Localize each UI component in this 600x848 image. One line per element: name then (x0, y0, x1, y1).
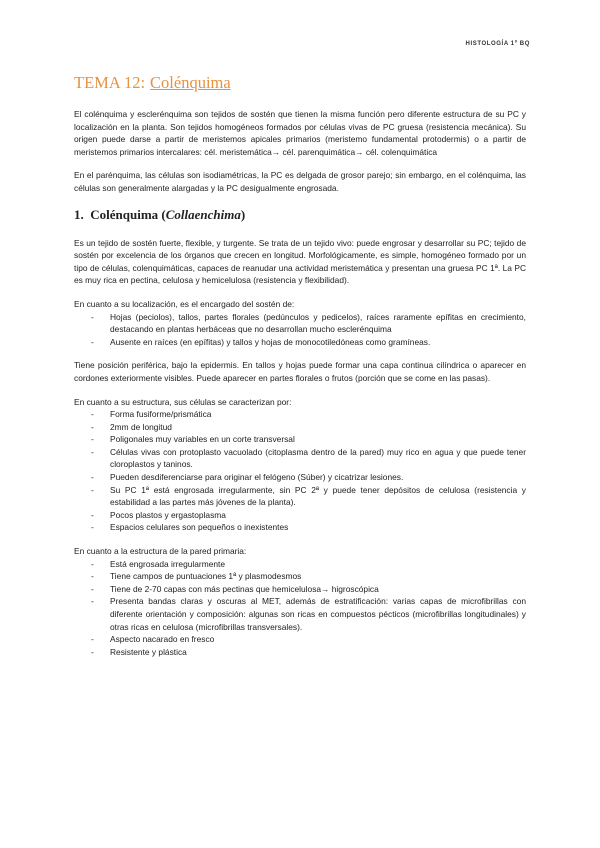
list-item: - Hojas (peciolos), tallos, partes florales (pedúnculos y pedicelos), raíces raramente epífitas en crecimiento, destacando en plantas herbáceas que no desarrollan mucho esclerénquima (74, 311, 526, 336)
title-name: Colénquima (150, 73, 231, 92)
list-item: - Pocos plastos y ergastoplasma (74, 509, 526, 522)
running-header: HISTOLOGÍA 1º BQ (465, 41, 530, 47)
wall-intro: En cuanto a la estructura de la pared primaria: (74, 546, 247, 557)
list-item: - Espacios celulares son pequeños o inexistentes (74, 521, 526, 534)
list-item: - Está engrosada irregularmente (74, 558, 526, 571)
list-item: - Poligonales muy variables en un corte transversal (74, 433, 526, 446)
localization-intro: En cuanto a su localización, es el encargado del sostén de: (74, 298, 295, 309)
list-item: - Presenta bandas claras y oscuras al MET, además de estratificación: varias capas de microfibrillas con diferente orientación y composición: algunas son ricas en compuestos pécticos (microfibrillas longitudinales) y otras ricas en celulosa (microfibrillas transversales). (74, 595, 526, 633)
intro-paragraph-1: El colénquima y esclerénquima son tejidos de sostén que tienen la misma función pero diferente estructura de su PC y localización en la planta. Son tejidos homogéneos formados por células vivas de PC gruesa (resistencia mecánica). Su origen puede darse a partir de meristemos apicales primarios (meristemo fundamental protodermis) o a partir de meristemos primarios intercalares: cél. meristemática→ cél. parenquimática→ cél. colenquimática (74, 109, 526, 157)
list-item: - Su PC 1ª está engrosada irregularmente, sin PC 2ª y puede tener depósitos de celulosa (resistencia y estabilidad a las partes más jóvenes de la planta). (74, 484, 526, 509)
structure-intro: En cuanto a su estructura, sus células se caracterizan por: (74, 396, 292, 407)
position-paragraph: Tiene posición periférica, bajo la epidermis. En tallos y hojas puede formar una capa continua cilíndrica o aparecer en cordones exteriormente visibles. Puede aparecer en partes florales o frutos (porción que se come en las pasas). (74, 360, 526, 383)
list-item: - Aspecto nacarado en fresco (74, 633, 526, 646)
list-item: - Ausente en raíces (en epífitas) y tallos y hojas de monocotiledóneas como gramíneas. (74, 336, 526, 349)
intro-paragraph-2: En el parénquima, las células son isodiamétricas, la PC es delgada de grosor parejo; sin embargo, en el colénquima, las células son generalmente alargadas y la PC desigualmente engrosada. (74, 170, 526, 193)
section-heading (74, 206, 526, 228)
list-item: - Tiene de 2-70 capas con más pectinas que hemicelulosa→ higroscópica (74, 583, 526, 596)
section-number: 1. (74, 206, 84, 222)
document-body (74, 108, 526, 658)
page-title (74, 73, 231, 93)
definition-paragraph: Es un tejido de sostén fuerte, flexible, y turgente. Se trata de un tejido vivo: puede engrosar y desarrollar su PC; tejido de sostén por excelencia de los órganos que crecen en longitud. Morfológicamente, es simple, homogéneo formado por un tipo de células, colenquimáticas, capaces de reanudar una actividad meristemática y presentan una gruesa PC 1ª. La PC es muy rica en pectina, celulosa y hemicelulosa (resistencia y flexibilidad). (74, 237, 526, 286)
section-heading-text: Colénquima ( (90, 206, 166, 222)
list-item: - Tiene campos de puntuaciones 1ª y plasmodesmos (74, 570, 526, 583)
title-prefix: TEMA 12: (74, 73, 146, 92)
structure-list (74, 408, 526, 534)
list-item: - Resistente y plástica (74, 646, 526, 659)
section-heading-end: ) (240, 206, 246, 222)
section-heading-italic: Collaenchima (165, 206, 241, 222)
wall-list (74, 558, 526, 659)
list-item: - Células vivas con protoplasto vacuolado (citoplasma dentro de la pared) muy rico en agua y que puede tener cloroplastos y taninos. (74, 446, 526, 471)
list-item: - Pueden desdiferenciarse para originar el felógeno (Súber) y cicatrizar lesiones. (74, 471, 526, 484)
localization-list (74, 311, 526, 349)
list-item: - 2mm de longitud (74, 421, 526, 434)
list-item: - Forma fusiforme/prismática (74, 408, 526, 421)
